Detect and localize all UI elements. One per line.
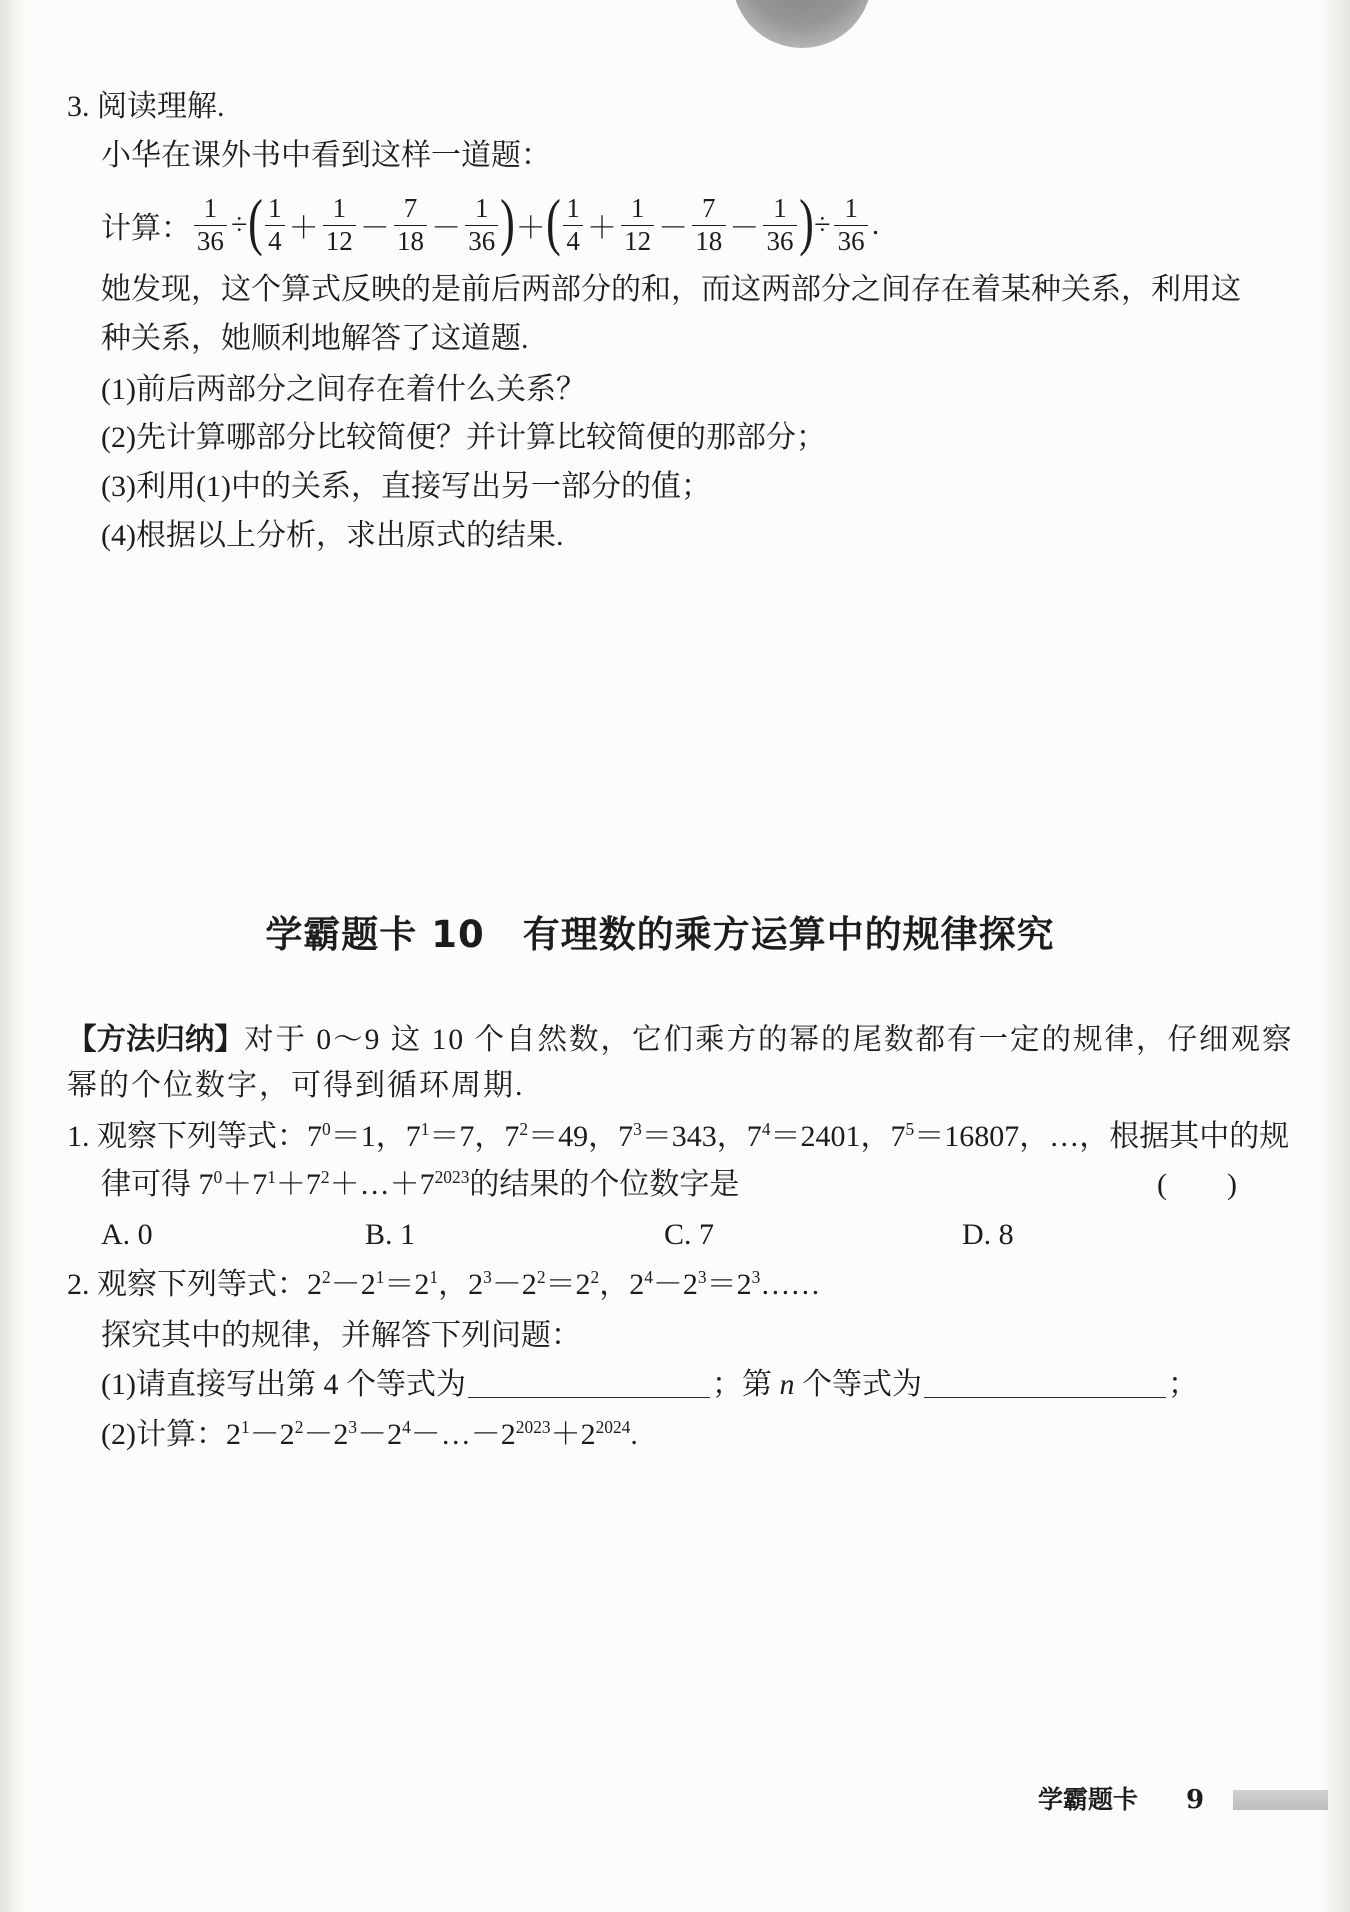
text-run: ＋7 (222, 1168, 268, 1201)
exponent: 2 (294, 1417, 304, 1438)
text-run: (2)计算：2 (101, 1418, 241, 1451)
question-2-line-1 (67, 1265, 1310, 1305)
exponent: 2 (322, 1267, 331, 1288)
fraction (763, 194, 796, 255)
right-paren: ) (500, 190, 516, 257)
exponent: 0 (213, 1167, 223, 1188)
text-run: －2 (357, 1418, 403, 1451)
exponent: 2 (590, 1267, 600, 1288)
denominator: 12 (621, 225, 654, 256)
text-run: ＝7，7 (429, 1120, 520, 1153)
denominator: 36 (465, 225, 498, 256)
denominator: 36 (834, 225, 867, 256)
fraction (834, 194, 867, 255)
period: . (871, 208, 880, 241)
text-run: ＝2 (545, 1268, 591, 1301)
question-3-subquestion-3: (3)利用(1)中的关系，直接写出另一部分的值； (101, 470, 711, 503)
exponent: 0 (322, 1119, 331, 1140)
numerator: 1 (332, 193, 347, 224)
left-paren: ( (546, 190, 562, 257)
numerator: 1 (844, 193, 858, 224)
text-run: ； (1167, 1368, 1198, 1401)
numerator: 1 (268, 193, 282, 224)
footer-bar (1233, 1790, 1328, 1810)
text-run: ＝2 (706, 1268, 752, 1301)
exponent: 5 (905, 1119, 915, 1140)
text-run: ＋2 (550, 1418, 596, 1451)
formula (101, 190, 1310, 260)
question-2-subquestion-2 (101, 1415, 1310, 1455)
exponent: 4 (644, 1267, 653, 1288)
divide-sign: ÷ (814, 208, 831, 241)
exponent: 4 (402, 1417, 411, 1438)
text-run: －2 (330, 1268, 376, 1301)
text-run: ＋…＋7 (329, 1168, 435, 1201)
text-run: ，2 (599, 1268, 645, 1301)
question-2-line-2: 探究其中的规律，并解答下列问题： (101, 1319, 581, 1352)
fraction (465, 194, 498, 255)
minus-sign: － (729, 212, 760, 245)
variable: n (779, 1368, 795, 1401)
exponent: 4 (761, 1119, 771, 1140)
denominator: 4 (265, 225, 285, 256)
option-a: A. 0 (101, 1218, 153, 1251)
answer-blank (468, 1396, 710, 1398)
minus-sign: － (431, 212, 462, 245)
exponent: 1 (420, 1119, 430, 1140)
right-paren: ) (798, 190, 814, 257)
text-run: …… (760, 1268, 821, 1301)
minus-sign: － (359, 212, 390, 245)
fraction (563, 194, 583, 255)
section-title: 有理数的乘方运算中的规律探究 (522, 913, 1055, 956)
option-c: C. 7 (664, 1218, 715, 1251)
numerator: 1 (773, 193, 787, 224)
question-3-title: 3. 阅读理解. (67, 90, 225, 123)
formula-label: 计算： (101, 212, 191, 245)
exponent: 2023 (434, 1167, 470, 1188)
denominator: 18 (394, 225, 427, 256)
numerator: 1 (474, 193, 489, 224)
plus-sign: ＋ (586, 212, 617, 245)
numerator: 7 (403, 193, 418, 224)
exponent: 1 (240, 1417, 250, 1438)
question-3-subquestion-1: (1)前后两部分之间存在着什么关系？ (101, 373, 586, 406)
text-run: －…－2 (410, 1418, 516, 1451)
exponent: 1 (429, 1267, 439, 1288)
exponent: 2 (320, 1167, 330, 1188)
exponent: 2024 (595, 1417, 631, 1438)
text-run: ＝2 (384, 1268, 430, 1301)
plus-sign: ＋ (288, 212, 319, 245)
left-paren: ( (248, 190, 263, 257)
text-run: ＝49，7 (528, 1120, 634, 1153)
text-run: 的结果的个位数字是 (469, 1168, 740, 1201)
text-run: 1. 观察下列等式：7 (67, 1120, 322, 1153)
exponent: 1 (267, 1167, 276, 1188)
method-line-2: 幂的个位数字，可得到循环周期. (67, 1069, 525, 1102)
method-text-1: 对于 0～9 这 10 个自然数，它们乘方的幂的尾数都有一定的规律，仔细观察 (244, 1024, 1294, 1056)
answer-bracket: ( ) (1157, 1168, 1237, 1201)
exponent: 2023 (515, 1417, 551, 1438)
denominator: 4 (563, 225, 583, 256)
text-run: 个等式为 (794, 1368, 922, 1401)
fraction (692, 194, 725, 255)
numerator: 7 (702, 193, 716, 224)
question-2-subquestion-1 (101, 1365, 1310, 1405)
option-b: B. 1 (365, 1218, 416, 1251)
minus-sign: － (658, 212, 689, 245)
text-run: 2. 观察下列等式：2 (67, 1268, 322, 1301)
text-run: ；第 (711, 1368, 780, 1401)
footer-label: 学霸题卡 (1038, 1785, 1139, 1814)
numerator: 1 (203, 193, 218, 224)
question-3-paragraph-line-1: 她发现，这个算式反映的是前后两部分的和，而这两部分之间存在着某种关系，利用这 (101, 273, 1241, 306)
question-1-line-1 (67, 1117, 1310, 1157)
option-d: D. 8 (962, 1218, 1014, 1251)
text-run: ＝343，7 (641, 1120, 762, 1153)
exponent: 3 (633, 1119, 642, 1140)
text-run: 律可得 7 (101, 1168, 214, 1201)
text-run: . (630, 1418, 638, 1451)
denominator: 36 (194, 225, 227, 256)
fraction (621, 194, 654, 255)
answer-blank (924, 1396, 1166, 1398)
text-run: (1)请直接写出第 4 个等式为 (101, 1368, 466, 1401)
plus-sign: ＋ (515, 212, 546, 245)
question-1-line-2 (101, 1165, 1140, 1205)
denominator: 12 (323, 225, 356, 256)
text-run: ＝1，7 (330, 1120, 421, 1153)
text-run: －2 (303, 1418, 349, 1451)
method-line-1 (67, 1019, 1310, 1059)
denominator: 18 (692, 225, 725, 256)
numerator: 1 (630, 193, 645, 224)
question-3-paragraph-line-2: 种关系，她顺利地解答了这道题. (101, 322, 529, 355)
page-number: 9 (1186, 1785, 1205, 1815)
fraction (194, 194, 227, 255)
section-label: 学霸题卡 10 (265, 913, 485, 956)
exponent: 3 (348, 1417, 358, 1438)
exponent: 1 (375, 1267, 385, 1288)
text-run: ＋7 (275, 1168, 321, 1201)
exponent: 3 (751, 1267, 761, 1288)
fraction (394, 194, 427, 255)
denominator: 36 (763, 225, 796, 256)
method-tag: 【方法归纳】 (67, 1022, 245, 1056)
question-3-intro: 小华在课外书中看到这样一道题： (101, 139, 551, 172)
fraction (323, 194, 356, 255)
question-3-subquestion-4: (4)根据以上分析，求出原式的结果. (101, 519, 564, 552)
section-heading (0, 911, 1350, 959)
exponent: 2 (519, 1119, 529, 1140)
text-run: －2 (652, 1268, 698, 1301)
text-run: －2 (249, 1418, 295, 1451)
text-run: －2 (491, 1268, 537, 1301)
text-run: ，2 (438, 1268, 484, 1301)
exponent: 3 (697, 1267, 707, 1288)
scan-shadow-mark (732, 0, 872, 48)
text-run: ＝16807，…，根据其中的规 (914, 1120, 1290, 1153)
exponent: 3 (483, 1267, 492, 1288)
fraction (265, 194, 285, 255)
numerator: 1 (566, 193, 580, 224)
divide-sign: ÷ (231, 208, 248, 241)
exponent: 2 (536, 1267, 546, 1288)
question-3-subquestion-2: (2)先计算哪部分比较简便？并计算比较简便的那部分； (101, 421, 826, 454)
text-run: ＝2401，7 (770, 1120, 906, 1153)
